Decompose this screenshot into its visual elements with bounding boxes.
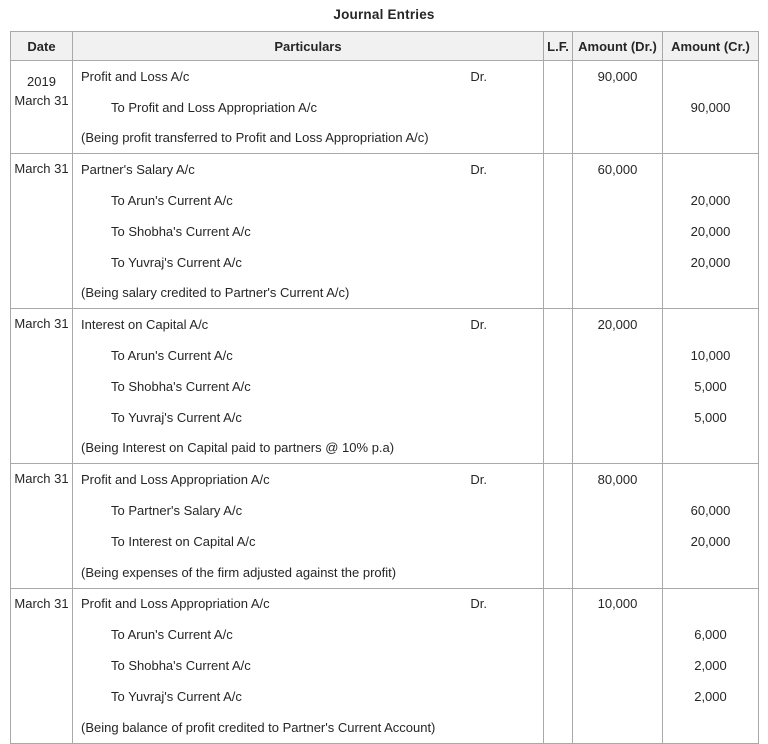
amount-dr-cell: [573, 619, 663, 650]
particulars-cell: [73, 464, 544, 495]
journal-entry-5-line-1: [11, 588, 759, 619]
particulars-cell: [73, 340, 544, 371]
particulars-line: [73, 61, 543, 92]
account-name-text: To Shobha's Current A/c: [111, 658, 251, 674]
date-text: 2019: [27, 74, 56, 89]
date-cell: [11, 309, 73, 464]
narration-text: (Being balance of profit credited to Partner's Current Account): [81, 719, 436, 735]
amount-dr-cell: [573, 495, 663, 526]
table-body: [11, 61, 759, 744]
account-name-text: Profit and Loss Appropriation A/c: [81, 596, 270, 612]
particulars-cell: [73, 278, 544, 309]
account-name-text: Profit and Loss A/c: [81, 68, 190, 84]
amount-cr-cell: 5,000: [663, 402, 759, 433]
amount-cr-cell: [663, 278, 759, 309]
lf-cell: [544, 216, 573, 247]
journal-entry-2-line-3: [11, 216, 759, 247]
particulars-cell: [73, 371, 544, 402]
particulars-line: [73, 92, 543, 123]
account-name-text: To Yuvraj's Current A/c: [111, 409, 242, 425]
amount-cr-cell: [663, 123, 759, 154]
particulars-line: [73, 340, 543, 371]
narration-text: (Being Interest on Capital paid to partners @ 10% p.a): [81, 440, 395, 456]
particulars-line: [73, 216, 543, 247]
amount-dr-cell: [573, 650, 663, 681]
dr-suffix: Dr.: [470, 317, 487, 333]
journal-entry-5-line-4: [11, 681, 759, 712]
lf-cell: [544, 123, 573, 154]
lf-cell: [544, 61, 573, 92]
amount-cr-cell: 20,000: [663, 216, 759, 247]
date-text: March 31: [14, 471, 69, 487]
amount-cr-cell: [663, 588, 759, 619]
journal-entry-5-line-5: [11, 712, 759, 743]
particulars-line: [73, 589, 543, 620]
particulars-line: [73, 185, 543, 216]
particulars-line: [73, 681, 543, 712]
column-header-amount-dr: Amount (Dr.): [573, 32, 663, 61]
column-header-particulars: Particulars: [73, 32, 544, 61]
date-text: March 31: [14, 595, 69, 611]
particulars-line: [73, 247, 543, 278]
date-cell: [11, 464, 73, 588]
particulars-cell: [73, 309, 544, 340]
account-name-text: To Shobha's Current A/c: [111, 378, 251, 394]
amount-cr-cell: [663, 309, 759, 340]
lf-cell: [544, 650, 573, 681]
amount-dr-cell: [573, 402, 663, 433]
account-name-text: To Yuvraj's Current A/c: [111, 688, 242, 704]
amount-dr-cell: [573, 247, 663, 278]
lf-cell: [544, 557, 573, 588]
lf-cell: [544, 278, 573, 309]
narration-text: (Being profit transferred to Profit and Loss Appropriation A/c): [81, 130, 429, 146]
amount-dr-cell: [573, 278, 663, 309]
amount-cr-cell: [663, 557, 759, 588]
lf-cell: [544, 92, 573, 123]
amount-cr-cell: [663, 154, 759, 185]
column-header-amount-cr: Amount (Cr.): [663, 32, 759, 61]
particulars-cell: [73, 61, 544, 92]
amount-cr-cell: 2,000: [663, 650, 759, 681]
particulars-cell: [73, 433, 544, 464]
amount-dr-cell: [573, 123, 663, 154]
date-cell: [11, 588, 73, 743]
journal-entry-5-line-2: [11, 619, 759, 650]
particulars-cell: [73, 526, 544, 557]
particulars-line: [73, 557, 543, 588]
journal-entry-4-line-4: [11, 557, 759, 588]
lf-cell: [544, 402, 573, 433]
amount-dr-cell: 80,000: [573, 464, 663, 495]
journal-entry-4-line-1: [11, 464, 759, 495]
amount-cr-cell: 20,000: [663, 526, 759, 557]
amount-dr-cell: [573, 557, 663, 588]
amount-dr-cell: [573, 92, 663, 123]
particulars-line: [73, 433, 543, 464]
account-name-text: To Arun's Current A/c: [111, 348, 233, 364]
lf-cell: [544, 495, 573, 526]
particulars-line: [73, 371, 543, 402]
particulars-cell: [73, 92, 544, 123]
date-cell: [11, 61, 73, 154]
account-name-text: To Arun's Current A/c: [111, 627, 233, 643]
amount-dr-cell: [573, 216, 663, 247]
particulars-line: [73, 526, 543, 557]
lf-cell: [544, 681, 573, 712]
amount-cr-cell: 60,000: [663, 495, 759, 526]
particulars-line: [73, 154, 543, 185]
lf-cell: [544, 619, 573, 650]
narration-text: (Being expenses of the firm adjusted against the profit): [81, 564, 397, 580]
particulars-line: [73, 495, 543, 526]
journal-entry-3-line-3: [11, 371, 759, 402]
journal-entry-2-line-4: [11, 247, 759, 278]
journal-entry-1-line-1: [11, 61, 759, 92]
date-cell: [11, 154, 73, 309]
amount-cr-cell: 10,000: [663, 340, 759, 371]
lf-cell: [544, 247, 573, 278]
account-name-text: To Partner's Salary A/c: [111, 503, 243, 519]
journal-entry-5-line-3: [11, 650, 759, 681]
journal-entry-2-line-1: [11, 154, 759, 185]
amount-dr-cell: [573, 681, 663, 712]
journal-entry-3-line-1: [11, 309, 759, 340]
particulars-cell: [73, 123, 544, 154]
column-header-lf: L.F.: [544, 32, 573, 61]
journal-entry-3-line-2: [11, 340, 759, 371]
account-name-text: Partner's Salary A/c: [81, 162, 195, 178]
particulars-cell: [73, 650, 544, 681]
header-row: [11, 32, 759, 61]
amount-dr-cell: 10,000: [573, 588, 663, 619]
particulars-cell: [73, 495, 544, 526]
particulars-line: [73, 619, 543, 650]
amount-dr-cell: [573, 185, 663, 216]
amount-dr-cell: 90,000: [573, 61, 663, 92]
particulars-line: [73, 712, 543, 743]
particulars-cell: [73, 185, 544, 216]
lf-cell: [544, 712, 573, 743]
particulars-cell: [73, 247, 544, 278]
amount-dr-cell: [573, 526, 663, 557]
journal-entry-3-line-4: [11, 402, 759, 433]
journal-entry-3-line-5: [11, 433, 759, 464]
particulars-cell: [73, 402, 544, 433]
journal-entry-1-line-2: [11, 92, 759, 123]
lf-cell: [544, 185, 573, 216]
journal-entry-4-line-2: [11, 495, 759, 526]
amount-cr-cell: 5,000: [663, 371, 759, 402]
table-header: [11, 32, 759, 61]
particulars-cell: [73, 216, 544, 247]
lf-cell: [544, 526, 573, 557]
particulars-line: [73, 402, 543, 433]
page-title: Journal Entries: [333, 7, 435, 22]
dr-suffix: Dr.: [470, 68, 487, 84]
amount-dr-cell: [573, 371, 663, 402]
particulars-line: [73, 278, 543, 309]
particulars-line: [73, 650, 543, 681]
amount-cr-cell: [663, 712, 759, 743]
amount-cr-cell: [663, 61, 759, 92]
amount-cr-cell: 90,000: [663, 92, 759, 123]
particulars-line: [73, 123, 543, 154]
lf-cell: [544, 371, 573, 402]
narration-text: (Being salary credited to Partner's Current A/c): [81, 285, 350, 301]
amount-cr-cell: 20,000: [663, 185, 759, 216]
journal-entry-4-line-3: [11, 526, 759, 557]
particulars-cell: [73, 619, 544, 650]
dr-suffix: Dr.: [470, 596, 487, 612]
amount-dr-cell: [573, 712, 663, 743]
particulars-line: [73, 309, 543, 340]
particulars-cell: [73, 557, 544, 588]
amount-cr-cell: [663, 433, 759, 464]
journal-entry-2-line-2: [11, 185, 759, 216]
particulars-cell: [73, 154, 544, 185]
journal-entry-2-line-5: [11, 278, 759, 309]
particulars-line: [73, 464, 543, 495]
amount-cr-cell: 6,000: [663, 619, 759, 650]
account-name-text: To Arun's Current A/c: [111, 193, 233, 209]
date-text: March 31: [14, 161, 69, 177]
journal-entry-1-line-3: [11, 123, 759, 154]
amount-dr-cell: 60,000: [573, 154, 663, 185]
particulars-cell: [73, 681, 544, 712]
date-text: March 31: [14, 93, 69, 108]
lf-cell: [544, 588, 573, 619]
amount-dr-cell: [573, 340, 663, 371]
amount-dr-cell: 20,000: [573, 309, 663, 340]
lf-cell: [544, 464, 573, 495]
account-name-text: Interest on Capital A/c: [81, 317, 209, 333]
date-text: March 31: [14, 316, 69, 332]
account-name-text: To Profit and Loss Appropriation A/c: [111, 99, 317, 115]
account-name-text: To Interest on Capital A/c: [111, 533, 256, 549]
lf-cell: [544, 154, 573, 185]
journal-entries-table: [10, 31, 759, 744]
dr-suffix: Dr.: [470, 472, 487, 488]
particulars-cell: [73, 712, 544, 743]
lf-cell: [544, 340, 573, 371]
dr-suffix: Dr.: [470, 162, 487, 178]
particulars-cell: [73, 588, 544, 619]
lf-cell: [544, 433, 573, 464]
account-name-text: To Shobha's Current A/c: [111, 223, 251, 239]
amount-dr-cell: [573, 433, 663, 464]
amount-cr-cell: [663, 464, 759, 495]
account-name-text: To Yuvraj's Current A/c: [111, 254, 242, 270]
amount-cr-cell: 2,000: [663, 681, 759, 712]
column-header-date: Date: [11, 32, 73, 61]
lf-cell: [544, 309, 573, 340]
amount-cr-cell: 20,000: [663, 247, 759, 278]
account-name-text: Profit and Loss Appropriation A/c: [81, 472, 270, 488]
